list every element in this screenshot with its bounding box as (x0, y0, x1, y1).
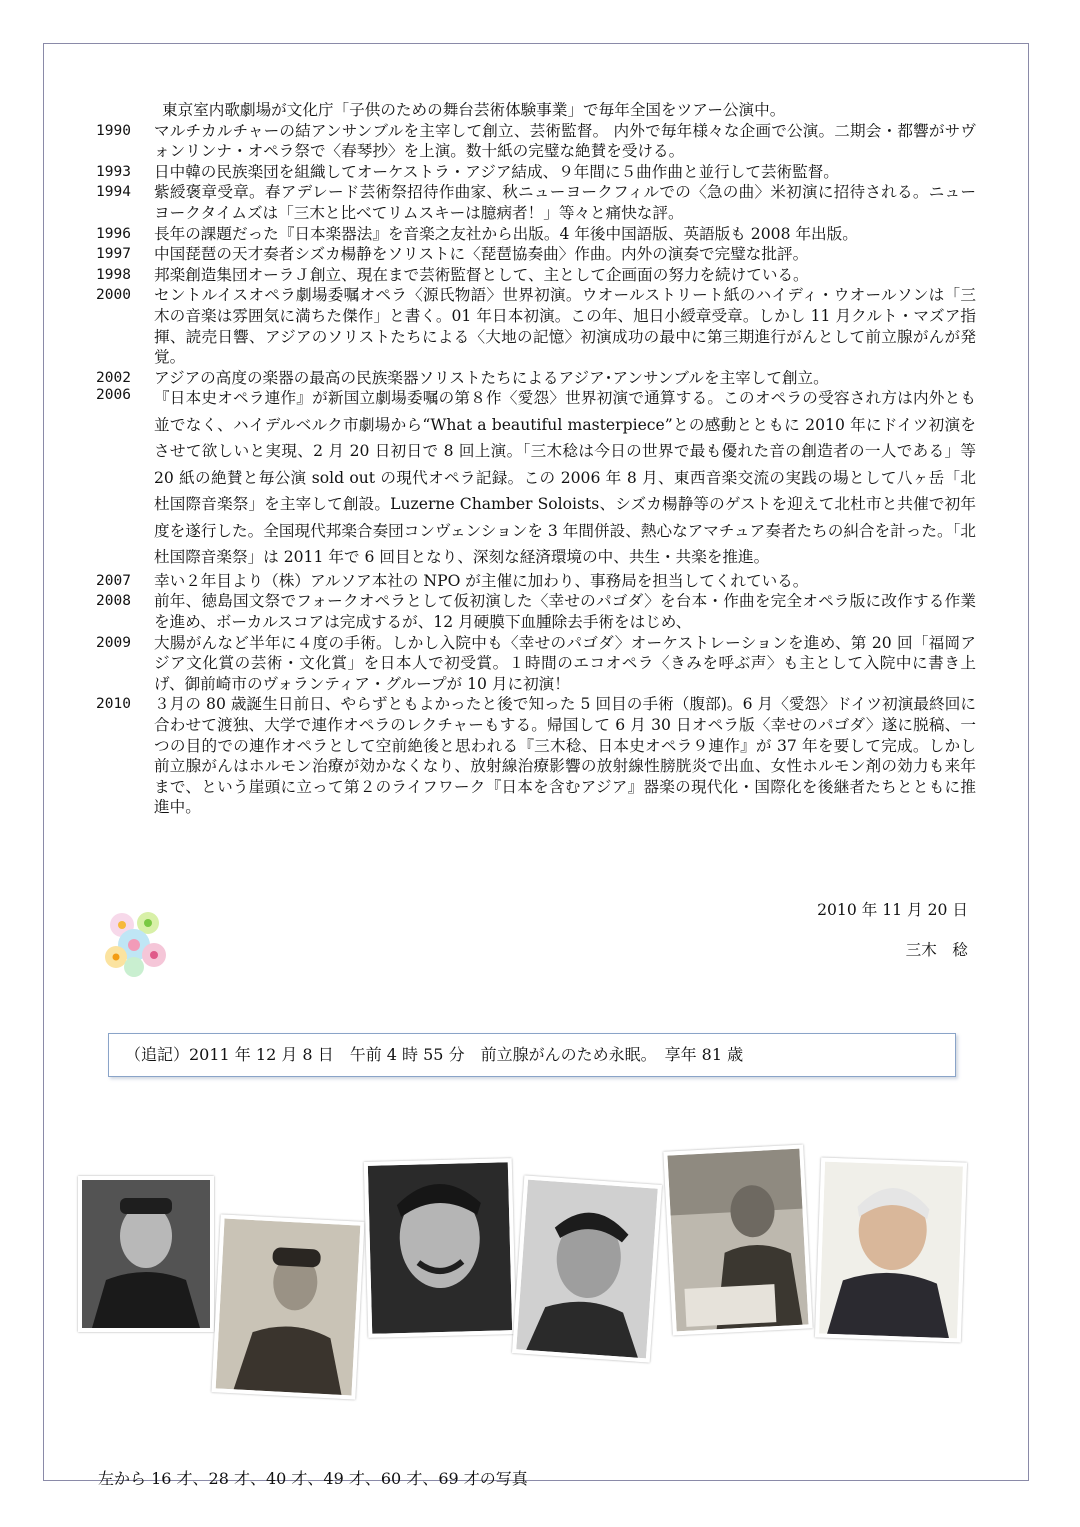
entry-year: 2007 (96, 572, 131, 589)
photo-age-40 (364, 1158, 517, 1338)
entry-text: 邦楽創造集団オーラＪ創立、現在まで芸術監督として、主として企画面の努力を続けている。 (154, 265, 809, 284)
entry-year: 2002 (96, 369, 131, 386)
timeline-entry (96, 385, 976, 571)
timeline-entry (96, 285, 976, 367)
entry-text: マルチカルチャーの結アンサンブルを主宰して創立、芸術監督。 内外で毎年様々な企画で公演。二期会・都響がサヴォンリンナ・オペラ祭で〈春琴抄〉を上演。数十紙の完璧な絶賛を受ける。 (154, 121, 976, 161)
entry-text: 東京室内歌劇場が文化庁「子供のための舞台芸術体験事業」で毎年全国をツアー公演中。 (162, 101, 786, 119)
entry-year: 1993 (96, 163, 131, 180)
signature-date: 2010 年 11 月 20 日 (817, 901, 968, 919)
timeline-entry (96, 244, 976, 265)
timeline-entry (96, 633, 976, 695)
photo-age-69 (815, 1158, 967, 1343)
timeline-entry (96, 265, 976, 286)
timeline (96, 100, 976, 818)
entry-text: 中国琵琶の天才奏者シズカ楊静をソリストに〈琵琶協奏曲〉作曲。内外の演奏で完璧な批評。 (154, 245, 809, 264)
entry-year: 1997 (96, 246, 131, 263)
timeline-entry (96, 591, 976, 632)
timeline-entry (96, 571, 976, 592)
signature-name: 三木 稔 (905, 941, 968, 959)
entry-year (96, 100, 154, 121)
entry-text: 長年の課題だった『日本楽器法』を音楽之友社から出版。4 年後中国語版、英語版も 2008 年出版。 (154, 224, 858, 243)
photo-age-49 (512, 1175, 662, 1362)
entry-text: 『日本史オペラ連作』が新国立劇場委嘱の第８作〈愛怨〉世界初演で通算する。このオペラの受容され方は内外とも並でなく、ハイデルベルク市劇場から“What a beautiful masterpiece”との感動とともに 2010 年にドイツ初演をさせて欲しいと実現、2 月 20 日初日で 8 回上演。「三木稔は今日の世界で最も優れた音の創造者の一人である」等 20 紙の絶賛と毎公演 sold out の現代オペラ記録。この 2006 年 8 月、東西音楽交流の実践の場として八ヶ岳「北杜国際音楽祭」を主宰して創設。Luzerne Chamber Soloists、シズカ楊静等のゲストを迎えて北杜市と共催で初年度を遂行した。全国現代邦楽合奏団コンヴェンションを 3 年間併設、熱心なアマチュア奏者たちの糾合を計った。「北杜国際音楽祭」は 2011 年で 6 回目となり、深刻な経済環境の中、共生・共楽を推進。 (154, 389, 976, 567)
photo-caption: 左から 16 才、28 才、40 才、49 才、60 才、69 才の写真 (98, 1469, 528, 1488)
photo-age-16 (78, 1176, 214, 1332)
photo-age-60 (663, 1144, 812, 1335)
timeline-entry (96, 162, 976, 183)
entry-text: アジアの高度の楽器の最高の民族楽器ソリストたちによるアジア･アンサンブルを主宰して創立。 (154, 368, 829, 387)
entry-year: 2010 (96, 696, 131, 713)
entry-text: ３月の 80 歳誕生日前日、やらずともよかったと後で知った 5 回目の手術（腹部)。6 月〈愛怨〉ドイツ初演最終回に合わせて渡独、大学で連作オペラのレクチャーもする。帰国して 6 月 30 日オペラ版〈幸せのパゴダ〉遂に脱稿、一つの目的での連作オペラとして空前絶後と思われる『三木稔、日本史オペラ９連作』が 37 年を要して完成。しかし前立腺がんはホルモン治療が効かなくなり、放射線治療影響の放射線性膀胱炎で出血、女性ホルモン剤の効力も来年まで、という崖頭に立って第２のライフワーク『日本を含むアジア』器楽の現代化・国際化を後継者たちとともに推進中。 (154, 695, 976, 817)
entry-year: 1998 (96, 266, 131, 283)
entry-year: 2000 (96, 287, 131, 304)
entry-year: 1996 (96, 225, 131, 242)
timeline-entry (96, 100, 976, 121)
postscript-box: （追記）2011 年 12 月 8 日 午前 4 時 55 分 前立腺がんのため永眠。 享年 81 歳 (108, 1033, 956, 1077)
entry-text: 前年、徳島国文祭でフォークオペラとして仮初演した〈幸せのパゴダ〉を台本・作曲を完全オペラ版に改作する作業を進め、ボーカルスコアは完成するが、12 月硬膜下血腫除去手術をはじめ、 (154, 592, 976, 631)
entry-year: 2008 (96, 593, 131, 610)
timeline-entry (96, 694, 976, 818)
entry-text: 大腸がんなど半年に４度の手術。しかし入院中も〈幸せのパゴダ〉オーケストレーションを進め、第 20 回「福岡アジア文化賞の芸術・文化賞」を日本人で初受賞。１時間のエコオペラ〈きみを呼ぶ声〉も主として入院中に書き上げ、御前崎市のヴォランティア・グループが 10 月に初演！ (154, 633, 976, 693)
entry-year: 1994 (96, 184, 131, 201)
photo-age-28 (211, 1214, 364, 1399)
timeline-entry (96, 182, 976, 223)
timeline-entry (96, 224, 976, 245)
flower-decoration-icon (100, 905, 172, 981)
entry-text: 日中韓の民族楽団を組織してオーケストラ・アジア結成、９年間に５曲作曲と並行して芸術監督。 (154, 162, 839, 181)
entry-text: 紫綬褒章受章。春アデレード芸術祭招待作曲家、秋ニューヨークフィルでの〈急の曲〉米初演に招待される。ニューヨークタイムズは「三木と比べてリムスキーは臆病者！」等々と痛快な評。 (154, 183, 976, 222)
entry-text: セントルイスオペラ劇場委嘱オペラ〈源氏物語〉世界初演。ウオールストリート紙のハイディ・ウオールソンは「三木の音楽は雰囲気に満ちた傑作」と書く。01 年日本初演。この年、旭日小綬章受章。しかし 11 月クルト・マズア指揮、読売日響、アジアのソリストたちによる〈大地の記憶〉初演成功の最中に第三期進行がんとして前立腺がんが発覚。 (154, 286, 976, 367)
entry-text: 幸い２年目より（株）アルソア本社の NPO が主催に加わり、事務局を担当してくれている。 (154, 571, 809, 590)
timeline-entry (96, 121, 976, 162)
entry-year: 2009 (96, 634, 131, 651)
entry-year: 1990 (96, 122, 131, 139)
entry-year: 2006 (96, 387, 131, 404)
signature-block (817, 890, 968, 970)
